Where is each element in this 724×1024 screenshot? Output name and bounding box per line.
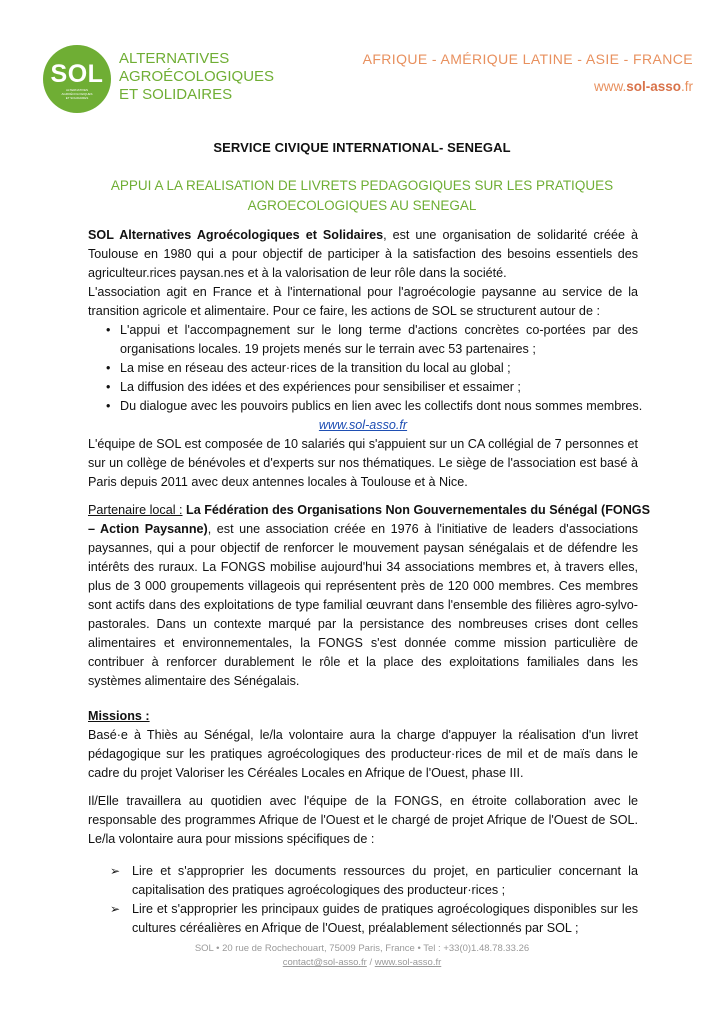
bullet-icon: • [106, 380, 111, 394]
footer-address: SOL • 20 rue de Rochechouart, 75009 Paris, France • Tel : +33(0)1.48.78.33.26 [194, 943, 530, 954]
org-name-block [119, 50, 274, 104]
footer-email-link[interactable]: contact@sol-asso.fr [282, 957, 367, 968]
site-link-row [88, 416, 638, 435]
sol-logo [43, 45, 111, 113]
bullet-icon: • [106, 361, 111, 375]
list-item: ➢ Lire et s'approprier les principaux guides de pratiques agroécologiques disponibles sur les cultures céréalières en Afrique de l'Ouest, préalablement sélectionnés par SOL ; [110, 902, 638, 935]
list-item: • La mise en réseau des acteur·rices de la transition du local au global ; [88, 359, 638, 378]
org-line-1: ALTERNATIVES [119, 50, 230, 67]
org-line-3: ET SOLIDAIRES [119, 86, 233, 103]
missions-section: Missions : Basé·e à Thiès au Sénégal, le/la volontaire aura la charge d'appuyer la réalisation d'un livret pédagogique sur les pratiques agroécologiques des producteur·rices de mil et de maïs dans le cadre du projet Valoriser les Céréales Locales en Afrique de l'Ouest, phase III. [88, 709, 638, 780]
arrow-bullet-icon: ➢ [110, 864, 121, 878]
footer-web-link[interactable]: www.sol-asso.fr [374, 957, 442, 968]
missions-paragraph-2: Il/Elle travaillera au quotidien avec l'équipe de la FONGS, en étroite collaboration avec le responsable des programmes Afrique de l'Ouest et le chargé de projet Afrique de l'Ouest de SOL. Le/la volontaire aura pour missions spécifiques de : [88, 794, 638, 846]
list-item: • Du dialogue avec les pouvoirs publics en lien avec les collectifs dont nous sommes membres. [88, 397, 638, 416]
missions-list [88, 862, 638, 938]
list-item: • La diffusion des idées et des expériences pour sensibiliser et essaimer ; [88, 378, 638, 397]
website-link[interactable]: www.sol-asso.fr [318, 418, 408, 432]
logo-text: SOL [50, 60, 104, 88]
regions-banner: AFRIQUE - AMÉRIQUE LATINE - ASIE - FRANCE [362, 51, 693, 67]
page-footer [0, 942, 724, 970]
arrow-bullet-icon: ➢ [110, 902, 121, 916]
list-item: ➢ Lire et s'approprier les documents ressources du projet, en particulier concernant la capitalisation des pratiques agroécologiques des producteur·rices ; [110, 864, 638, 897]
actions-list [88, 321, 643, 435]
footer-contact: contact@sol-asso.fr / www.sol-asso.fr [282, 957, 442, 968]
org-name: SOL Alternatives Agroécologiques et Solidaires [88, 228, 384, 242]
header-website-link[interactable]: www.sol-asso.fr [593, 79, 693, 94]
missions-label: Missions : [88, 709, 150, 723]
team-paragraph: L'équipe de SOL est composée de 10 salariés qui s'appuient sur un CA collégial de 7 personnes et sur un collège de bénévoles et d'experts sur nos thématiques. Le siège de l'association est basé à Paris depuis 2011 avec deux antennes locales à Toulouse et à Nice. [88, 437, 638, 489]
partner-label: Partenaire local : [88, 503, 183, 517]
page-title: SERVICE CIVIQUE INTERNATIONAL- SENEGAL [213, 140, 511, 155]
bullet-icon: • [106, 399, 111, 413]
bullet-icon: • [106, 323, 111, 337]
page-subtitle: APPUI A LA REALISATION DE LIVRETS PEDAGOGIQUES SUR LES PRATIQUES AGROECOLOGIQUES AU SENEGAL [110, 178, 614, 213]
logo-subtext: ALTERNATIVES AGROÉCOLOGIQUES ET SOLIDAIRES [61, 88, 93, 100]
partner-paragraph: Partenaire local : La Fédération des Organisations Non Gouvernementales du Sénégal (FONGS – Action Paysanne), est une association créée en 1976 à l'initiative de leaders d'associations paysannes, qui a pour objectif de renforcer le mouvement paysan sénégalais et de défendre les intérêts des ruraux. La FONGS mobilise aujourd'hui 34 associations membres et, à travers elles, plus de 3 000 groupements villageois qui représentent près de 120 000 membres. Ces membres sont actifs dans des exploitations de type familial œuvrant dans l'ensemble des filières agro-sylvo- pastorales. Dans un contexte marqué par la persistance des nombreuses crises dont celles alimentaires et environnementales, la FONGS s'est donnée comme mission particulière de contribuer à renforcer durablement le rôle et la place des exploitations familiales dans les systèmes alimentaire des Sénégalais. [88, 503, 650, 688]
list-item: • L'appui et l'accompagnement sur le long terme d'actions concrètes co-portées par des organisations locales. 19 projets menés sur le terrain avec 53 partenaires ; [106, 323, 638, 356]
org-line-2: AGROÉCOLOGIQUES [119, 68, 275, 85]
intro-paragraph: SOL Alternatives Agroécologiques et Solidaires, est une organisation de solidarité créée à Toulouse en 1980 qui a pour objectif de participer à la satisfaction des besoins essentiels des agriculteur.rices paysan.nes et à la valorisation de leur rôle dans la société. L'association agit en France et à l'international pour l'agroécologie paysanne au service de la transition agricole et alimentaire. Pour ce faire, les actions de SOL se structurent autour de : [88, 228, 638, 318]
